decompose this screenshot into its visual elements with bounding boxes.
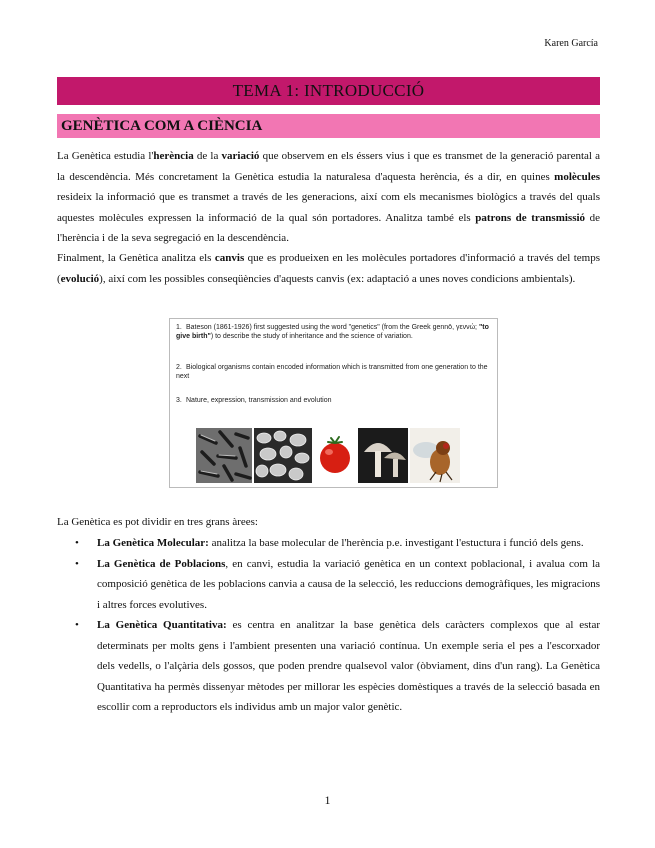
bacteria-image — [196, 428, 252, 483]
list-item: • La Genètica Quantitativa: es centra en analitzar la base genètica dels caràcters complexos que al estar determinats per molts gens i l'ambient presenten una variació contínua. Un exemple seria el pes a l'escorxador dels vedells, o l'alçària dels gossos, que poden prendre qualsevol valor (òbviament, dins d'un rang). La Genètica Quantitativa ha permès dissenyar mètodes per millorar les espècies domèstiques a través de la selecció basada en escollir com a reproductors els individus amb un major valor genètic. — [75, 619, 601, 713]
list-item: • La Genètica de Poblacions, en canvi, estudia la variació genètica en un context poblacional, i avalua com la composició genètica de les poblacions canvia a causa de la selecció, les reduccions demogràfiques, les migracions i altres forces evolutives. — [75, 557, 601, 611]
yeast-image — [254, 428, 312, 483]
figure-item-1: 1. Bateson (1861-1926) first suggested using the word "genetics" (from the Greek gennō, γεννώ; "to give birth") to describe the study of inheritance and the science of variation. — [176, 324, 489, 340]
genetics-figure — [169, 318, 498, 488]
chapter-title: TEMA 1: INTRODUCCIÓ — [57, 77, 600, 105]
figure-item-3: 3. Nature, expression, transmission and evolution — [176, 397, 332, 404]
paragraph-changes: Finalment, la Genètica analitza els canvis que es produeixen en les molècules portadores d'informació a través del temps (evolució), així com les possibles conseqüències d'aquests canvis (ex: adaptació a unes noves condicions ambientals). — [57, 252, 600, 285]
fruit-fly-image — [410, 428, 460, 483]
page-number: 1 — [324, 793, 331, 807]
paragraph-intro: La Genètica estudia l'herència de la variació que observem en els éssers vius i que es transmet de la generació parental a la descendència. Més concretament la Genètica estudia la naturalesa d'aquesta herència, és a dir, en quines molècules resideix la informació que es transmet a través de les generacions, així com els mecanismes biològics a través del quals aquestes molècules expressen la informació de la qual són portadores. Analitza també els patrons de transmissió de l'herència i de la seva segregació en la descendència. — [57, 150, 601, 244]
list-item: • La Genètica Molecular: analitza la base molecular de l'herència p.e. investigant l'estuctura i funció dels gens. — [75, 537, 584, 549]
section-heading: GENÈTICA COM A CIÈNCIA — [57, 114, 600, 138]
genetics-areas-list — [57, 533, 600, 718]
areas-intro: La Genètica es pot dividir en tres grans àrees: — [57, 516, 258, 528]
mushroom-image — [358, 428, 408, 483]
organism-images — [196, 428, 480, 483]
header-author: Karen García — [544, 38, 598, 49]
tomato-image — [314, 428, 356, 483]
figure-item-2: 2. Biological organisms contain encoded information which is transmitted from one generation to the next — [176, 364, 488, 380]
